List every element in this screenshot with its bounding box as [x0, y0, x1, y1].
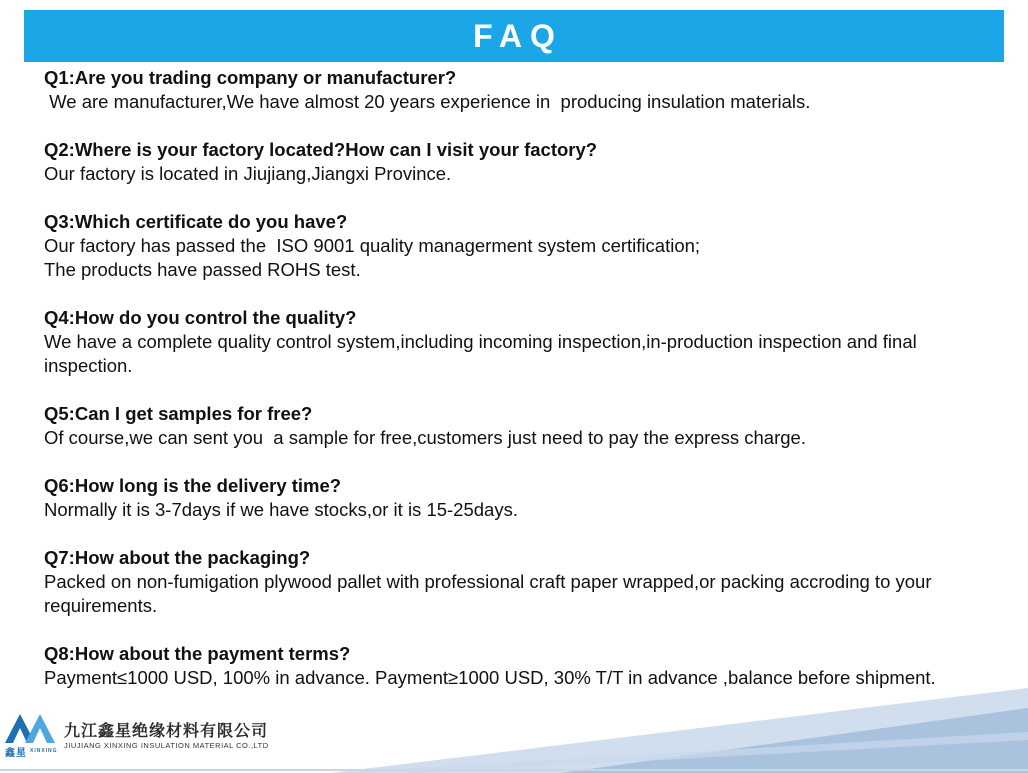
- faq-question: Q3:Which certificate do you have?: [44, 211, 348, 232]
- faq-answer: Our factory has passed the ISO 9001 quality managerment system certification;: [44, 235, 701, 256]
- faq-item-q8: [44, 642, 1014, 690]
- faq-answer: The products have passed ROHS test.: [44, 259, 361, 280]
- faq-answer: Our factory is located in Jiujiang,Jiangxi Province.: [44, 163, 452, 184]
- company-name-cn: 九江鑫星绝缘材料有限公司: [64, 721, 269, 740]
- faq-question: Q7:How about the packaging?: [44, 547, 311, 568]
- faq-answer: inspection.: [44, 355, 133, 376]
- faq-question: Q8:How about the payment terms?: [44, 643, 351, 664]
- faq-answer: requirements.: [44, 595, 158, 616]
- faq-question: Q2:Where is your factory located?How can I visit your factory?: [44, 139, 598, 160]
- faq-header-bar: [24, 10, 1004, 62]
- faq-answer: Of course,we can sent you a sample for free,customers just need to pay the express charge.: [44, 427, 806, 448]
- faq-question: Q5:Can I get samples for free?: [44, 403, 313, 424]
- logo-brand-en: XINXING: [30, 748, 58, 754]
- faq-item-q6: [44, 474, 1014, 522]
- faq-answer: Normally it is 3-7days if we have stocks,or it is 15-25days.: [44, 499, 518, 520]
- faq-answer: We have a complete quality control system,including incoming inspection,in-production inspection and final: [44, 331, 917, 352]
- faq-list: [44, 66, 1014, 690]
- faq-item-q7: [44, 546, 1014, 618]
- company-name-en: JIUJIANG XINXING INSULATION MATERIAL CO.,LTD: [64, 741, 269, 750]
- faq-item-q4: [44, 306, 1014, 378]
- faq-item-q2: [44, 138, 1014, 186]
- faq-question: Q6:How long is the delivery time?: [44, 475, 342, 496]
- logo-brand-cn: 鑫星: [5, 748, 27, 759]
- faq-question: Q4:How do you control the quality?: [44, 307, 357, 328]
- faq-item-q1: [44, 66, 1014, 114]
- faq-answer: Payment≤1000 USD, 100% in advance. Payment≥1000 USD, 30% T/T in advance ,balance before shipment.: [44, 667, 936, 688]
- faq-item-q5: [44, 402, 1014, 450]
- faq-answer: We are manufacturer,We have almost 20 years experience in producing insulation materials.: [44, 91, 811, 112]
- faq-item-q3: [44, 210, 1014, 282]
- page-title: FAQ: [473, 18, 563, 54]
- faq-answer: Packed on non-fumigation plywood pallet with professional craft paper wrapped,or packing accroding to your: [44, 571, 932, 592]
- faq-question: Q1:Are you trading company or manufacturer?: [44, 67, 457, 88]
